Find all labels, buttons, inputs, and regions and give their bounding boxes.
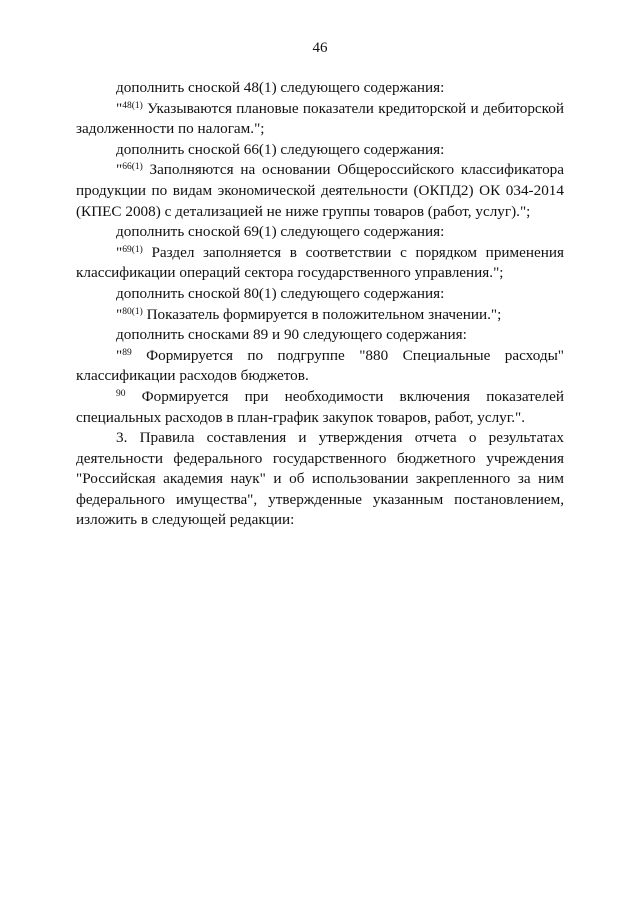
footnote-mark: 69(1) xyxy=(122,244,143,255)
paragraph-instruction-89-90: дополнить сносками 89 и 90 следующего содержания: xyxy=(116,326,467,344)
footnote-mark: 90 xyxy=(116,388,126,399)
paragraph-instruction-48-1: дополнить сноской 48(1) следующего содержания: xyxy=(116,79,445,96)
paragraph-instruction-69-1: дополнить сноской 69(1) следующего содержания: xyxy=(116,223,445,241)
footnote-80-1: "$^{80(1)}$ Показатель формируется в положительном значении."; xyxy=(116,305,502,323)
paragraph-instruction-66-1: дополнить сноской 66(1) следующего содержания: xyxy=(116,140,445,158)
footnote-89: "$^{89}$ Формируется по подгруппе "880 Специальные расходы" классификации расходов бюджетов. xyxy=(76,346,564,385)
footnote-90: $^{90}$ Формируется при необходимости включения показателей специальных расходов в план-график закупок товаров, работ, услуг.". xyxy=(76,387,564,426)
footnote-mark: 48(1) xyxy=(122,100,143,111)
footnote-48-1: "$^{48(1)}$ Указываются плановые показатели кредиторской и дебиторской задолженности по налогам."; xyxy=(76,99,564,138)
footnote-69-1: "$^{69(1)}$ Раздел заполняется в соответствии с порядком применения классификации операций сектора государственного управления."; xyxy=(76,243,564,282)
footnote-mark: 89 xyxy=(122,347,132,358)
document-body xyxy=(76,78,564,531)
paragraph-item-3: 3. Правила составления и утверждения отчета о результатах деятельности федерального государственного бюджетного учреждения "Российская академия наук" и об использовании закрепленного за ним федерального имущества", утвержденные указанным постановлением, изложить в следующей редакции: xyxy=(76,429,564,529)
page-number: 46 xyxy=(312,40,328,56)
footnote-66-1: "$^{66(1)}$ Заполняются на основании Общероссийского классификатора продукции по видам экономической деятельности (ОКПД2) ОК 034-2014 (КПЕС 2008) с детализацией не ниже группы товаров (работ, услуг)."; xyxy=(76,161,564,220)
footnote-mark: 80(1) xyxy=(122,306,143,317)
paragraph-instruction-80-1: дополнить сноской 80(1) следующего содержания: xyxy=(116,284,445,302)
footnote-mark: 66(1) xyxy=(122,162,143,173)
